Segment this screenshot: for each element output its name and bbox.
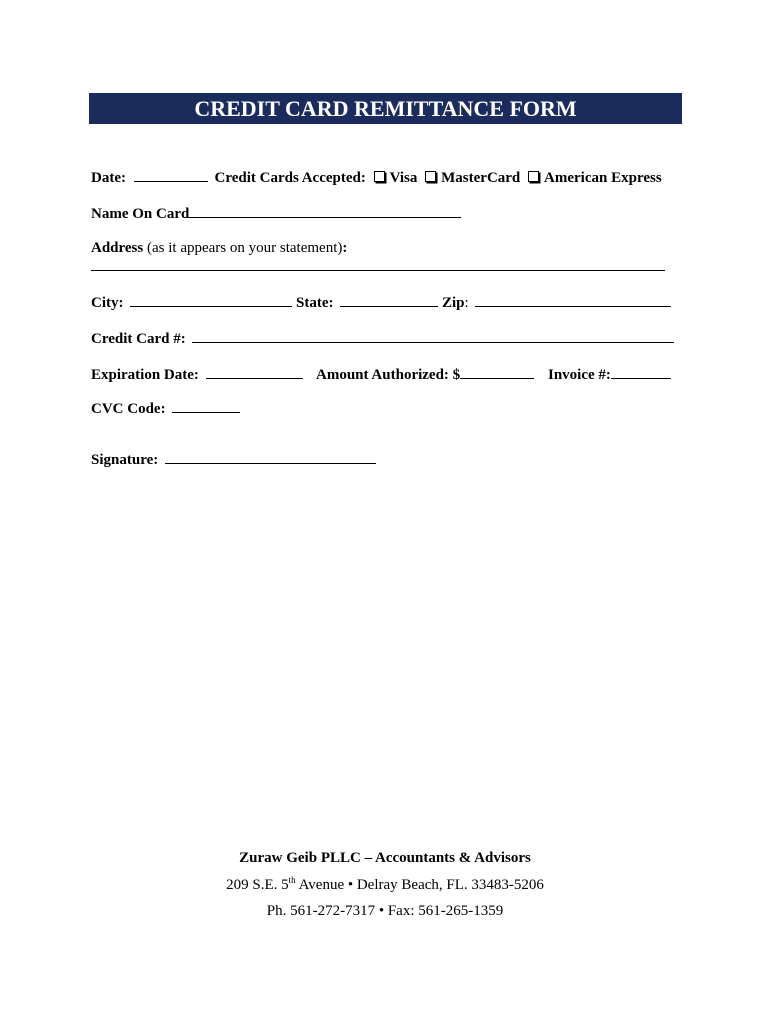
invoice-label: Invoice #: xyxy=(548,367,611,383)
address-colon: : xyxy=(342,240,348,256)
cards-accepted-label: Credit Cards Accepted: xyxy=(214,170,366,186)
signature-row xyxy=(91,449,376,469)
amex-label: American Express xyxy=(544,170,662,186)
city-label: City: xyxy=(91,295,124,311)
cvc-row xyxy=(91,398,240,418)
address-field[interactable] xyxy=(91,258,665,271)
footer-company: Zuraw Geib PLLC – Accountants & Advisors xyxy=(239,850,531,866)
credit-card-number-label: Credit Card #: xyxy=(91,331,186,347)
signature-field[interactable] xyxy=(165,449,376,464)
credit-card-number-field[interactable] xyxy=(192,328,674,343)
amount-authorized-label: Amount Authorized: $ xyxy=(316,367,461,383)
footer-address-ordinal: th xyxy=(288,875,296,885)
date-and-cards-row xyxy=(91,167,662,187)
cvc-field[interactable] xyxy=(172,398,240,413)
city-state-zip-row xyxy=(91,292,671,312)
footer-address-city: Avenue • Delray Beach, FL. 33483-5206 xyxy=(295,877,544,893)
zip-label: Zip xyxy=(442,295,465,311)
invoice-group xyxy=(548,364,671,384)
footer-phone-fax: Ph. 561-272-7317 • Fax: 561-265-1359 xyxy=(266,903,504,919)
amount-authorized-field[interactable] xyxy=(460,364,534,379)
name-on-card-field[interactable] xyxy=(189,203,461,218)
name-on-card-row xyxy=(91,203,461,223)
invoice-field[interactable] xyxy=(611,364,671,379)
signature-label: Signature: xyxy=(91,452,159,468)
visa-label: Visa xyxy=(389,170,418,186)
date-field[interactable] xyxy=(134,167,208,182)
address-note: (as it appears on your statement) xyxy=(147,240,343,256)
address-row xyxy=(91,239,347,257)
zip-field[interactable] xyxy=(475,292,671,307)
name-on-card-label: Name On Card xyxy=(91,206,190,222)
expiration-date-label: Expiration Date: xyxy=(91,367,199,383)
footer-address-street: 209 S.E. 5 xyxy=(226,877,289,893)
footer-address xyxy=(0,876,770,894)
state-field[interactable] xyxy=(340,292,438,307)
zip-colon: : xyxy=(464,295,469,311)
state-label: State: xyxy=(296,295,334,311)
mastercard-checkbox[interactable] xyxy=(425,171,436,182)
city-field[interactable] xyxy=(130,292,292,307)
expiration-row xyxy=(91,364,303,384)
date-label: Date: xyxy=(91,170,126,186)
visa-checkbox[interactable] xyxy=(374,171,385,182)
address-label: Address xyxy=(91,240,144,256)
amount-authorized-group xyxy=(316,364,534,384)
cvc-label: CVC Code: xyxy=(91,401,166,417)
amex-checkbox[interactable] xyxy=(528,171,539,182)
credit-card-number-row xyxy=(91,328,674,348)
form-title: CREDIT CARD REMITTANCE FORM xyxy=(89,93,682,124)
expiration-date-field[interactable] xyxy=(206,364,303,379)
mastercard-label: MasterCard xyxy=(441,170,521,186)
